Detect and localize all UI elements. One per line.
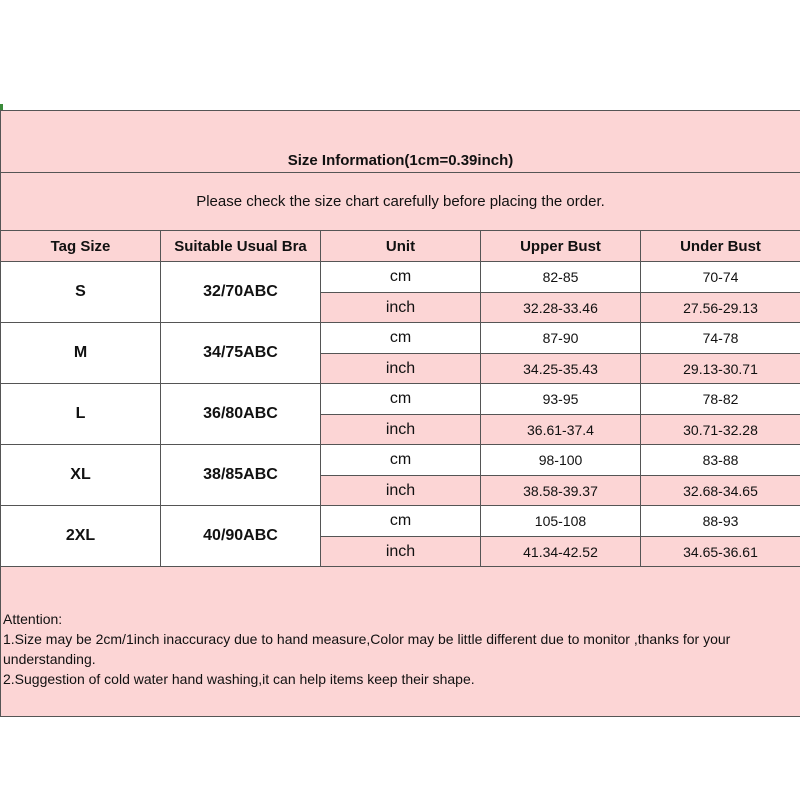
bra-size-cell: 34/75ABC	[161, 323, 321, 384]
unit-cell: cm	[321, 506, 481, 537]
tag-size-cell: 2XL	[1, 506, 161, 567]
size-chart-table	[0, 110, 800, 717]
upper-bust-cell: 82-85	[481, 262, 641, 293]
bra-size-cell: 38/85ABC	[161, 445, 321, 506]
upper-bust-cell: 32.28-33.46	[481, 293, 641, 323]
attention-note-2: 2.Suggestion of cold water hand washing,it can help items keep their shape.	[3, 671, 475, 687]
attention-heading: Attention:	[3, 611, 63, 627]
column-header-tag-size: Tag Size	[1, 231, 161, 262]
table-row	[1, 445, 800, 476]
table-row	[1, 323, 800, 354]
tag-size-cell: XL	[1, 445, 161, 506]
chart-title: Size Information(1cm=0.39inch)	[1, 111, 800, 173]
upper-bust-cell: 41.34-42.52	[481, 537, 641, 567]
under-bust-cell: 70-74	[641, 262, 800, 293]
column-header-suitable-bra: Suitable Usual Bra	[161, 231, 321, 262]
unit-cell: cm	[321, 262, 481, 293]
unit-cell: inch	[321, 476, 481, 506]
upper-bust-cell: 38.58-39.37	[481, 476, 641, 506]
under-bust-cell: 34.65-36.61	[641, 537, 800, 567]
tag-size-cell: M	[1, 323, 161, 384]
under-bust-cell: 74-78	[641, 323, 800, 354]
under-bust-cell: 78-82	[641, 384, 800, 415]
under-bust-cell: 83-88	[641, 445, 800, 476]
bra-size-cell: 36/80ABC	[161, 384, 321, 445]
under-bust-cell: 32.68-34.65	[641, 476, 800, 506]
bra-size-cell: 32/70ABC	[161, 262, 321, 323]
under-bust-cell: 29.13-30.71	[641, 354, 800, 384]
unit-cell: inch	[321, 415, 481, 445]
upper-bust-cell: 105-108	[481, 506, 641, 537]
unit-cell: inch	[321, 354, 481, 384]
tag-size-cell: L	[1, 384, 161, 445]
upper-bust-cell: 34.25-35.43	[481, 354, 641, 384]
bra-size-cell: 40/90ABC	[161, 506, 321, 567]
unit-cell: inch	[321, 537, 481, 567]
attention-note-1: 1.Size may be 2cm/1inch inaccuracy due to hand measure,Color may be little different due to monitor ,thanks for your understanding.	[3, 631, 731, 667]
column-header-unit: Unit	[321, 231, 481, 262]
unit-cell: inch	[321, 293, 481, 323]
table-row	[1, 506, 800, 537]
unit-cell: cm	[321, 323, 481, 354]
under-bust-cell: 27.56-29.13	[641, 293, 800, 323]
column-header-upper-bust: Upper Bust	[481, 231, 641, 262]
unit-cell: cm	[321, 445, 481, 476]
attention-notes	[1, 567, 800, 717]
tag-size-cell: S	[1, 262, 161, 323]
column-header-under-bust: Under Bust	[641, 231, 800, 262]
table-row	[1, 384, 800, 415]
table-row	[1, 262, 800, 293]
upper-bust-cell: 93-95	[481, 384, 641, 415]
upper-bust-cell: 87-90	[481, 323, 641, 354]
upper-bust-cell: 98-100	[481, 445, 641, 476]
under-bust-cell: 30.71-32.28	[641, 415, 800, 445]
upper-bust-cell: 36.61-37.4	[481, 415, 641, 445]
chart-subtitle: Please check the size chart carefully before placing the order.	[1, 173, 800, 231]
under-bust-cell: 88-93	[641, 506, 800, 537]
unit-cell: cm	[321, 384, 481, 415]
